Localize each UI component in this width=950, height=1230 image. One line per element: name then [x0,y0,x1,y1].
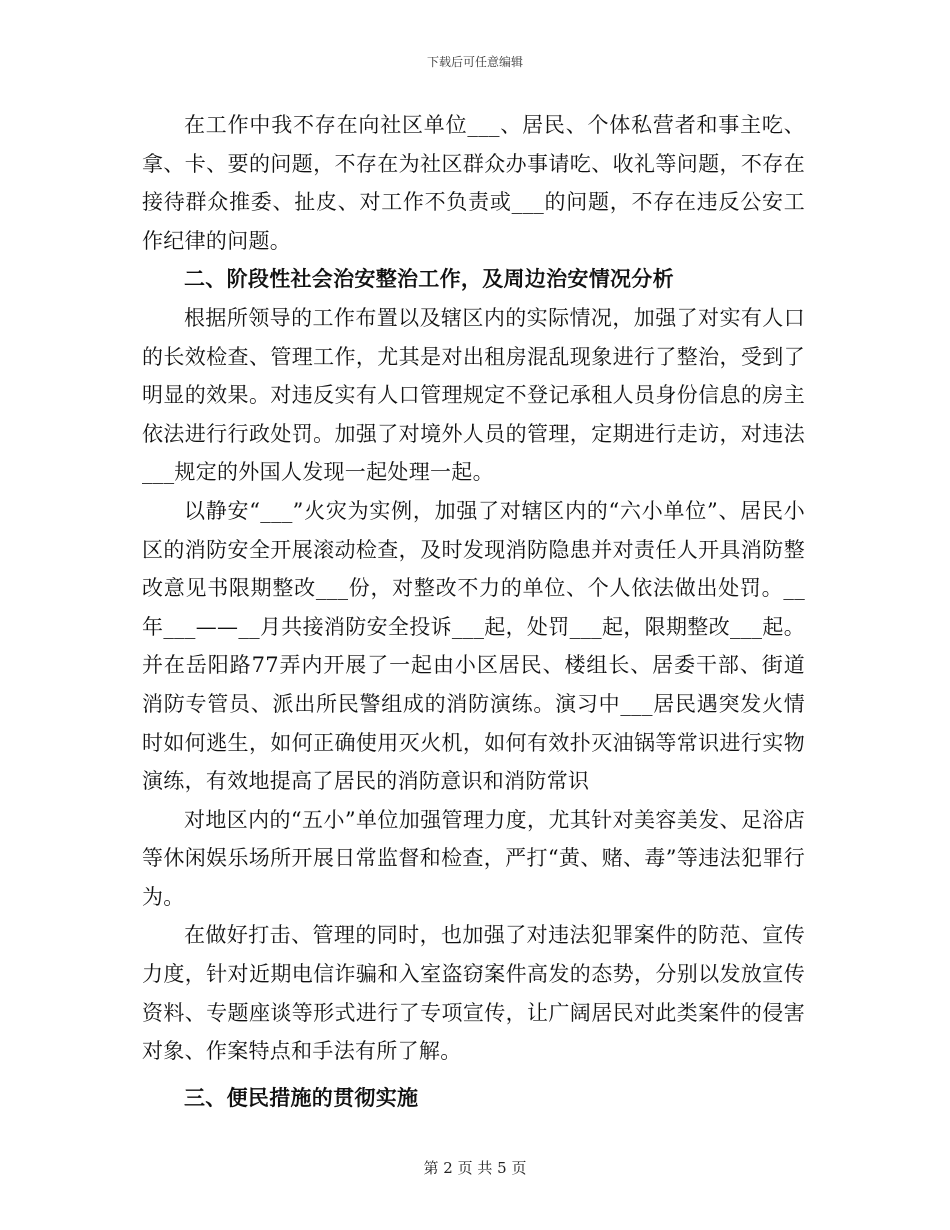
paragraph-fire-safety: 以静安“___”火灾为实例，加强了对辖区内的“六小单位”、居民小区的消防安全开展滚动检查，及时发现消防隐患并对责任人开具消防整改意见书限期整改___份，对整改不力的单位、个人依法做出处罚。__年___——__月共接消防安全投诉___起，处罚___起，限期整改___起。并在岳阳路77弄内开展了一起由小区居民、楼组长、居委干部、街道消防专管员、派出所民警组成的消防演练。演习中___居民遇突发火情时如何逃生，如何正确使用灭火机，如何有效扑灭油锅等常识进行实物演练，有效地提高了居民的消防意识和消防常识 [142,498,805,794]
page-header: 下载后可任意编辑 [426,55,523,69]
document-body [142,106,805,1117]
paragraph-conduct: 在工作中我不存在向社区单位___、居民、个体私营者和事主吃、拿、卡、要的问题，不存在为社区群众办事请吃、收礼等问题，不存在接待群众推委、扯皮、对工作不负责或___的问题，不存在违反公安工作纪律的问题。 [142,113,805,253]
section-heading-3: 三、便民措施的贯彻实施 [184,1084,419,1110]
paragraph-population-management: 根据所领导的工作布置以及辖区内的实际情况，加强了对实有人口的长效检查、管理工作，尤其是对出租房混乱现象进行了整治，受到了明显的效果。对违反实有人口管理规定不登记承租人员身份信息的房主依法进行行政处罚。加强了对境外人员的管理，定期进行走访，对违法___规定的外国人发现一起处理一起。 [142,305,805,485]
paragraph-five-small-units: 对地区内的“五小”单位加强管理力度，尤其针对美容美发、足浴店等休闲娱乐场所开展日常监督和检查，严打“黄、赌、毒”等违法犯罪行为。 [142,807,805,909]
paragraph-crime-prevention: 在做好打击、管理的同时，也加强了对违法犯罪案件的防范、宣传力度，针对近期电信诈骗和入室盗窃案件高发的态势，分别以发放宣传资料、专题座谈等形式进行了专项宣传，让广阔居民对此类案件的侵害对象、作案特点和手法有所了解。 [142,923,805,1064]
section-heading-2: 二、阶段性社会治安整治工作，及周边治安情况分析 [184,266,674,292]
page-footer: 第 2 页 共 5 页 [423,1159,527,1177]
